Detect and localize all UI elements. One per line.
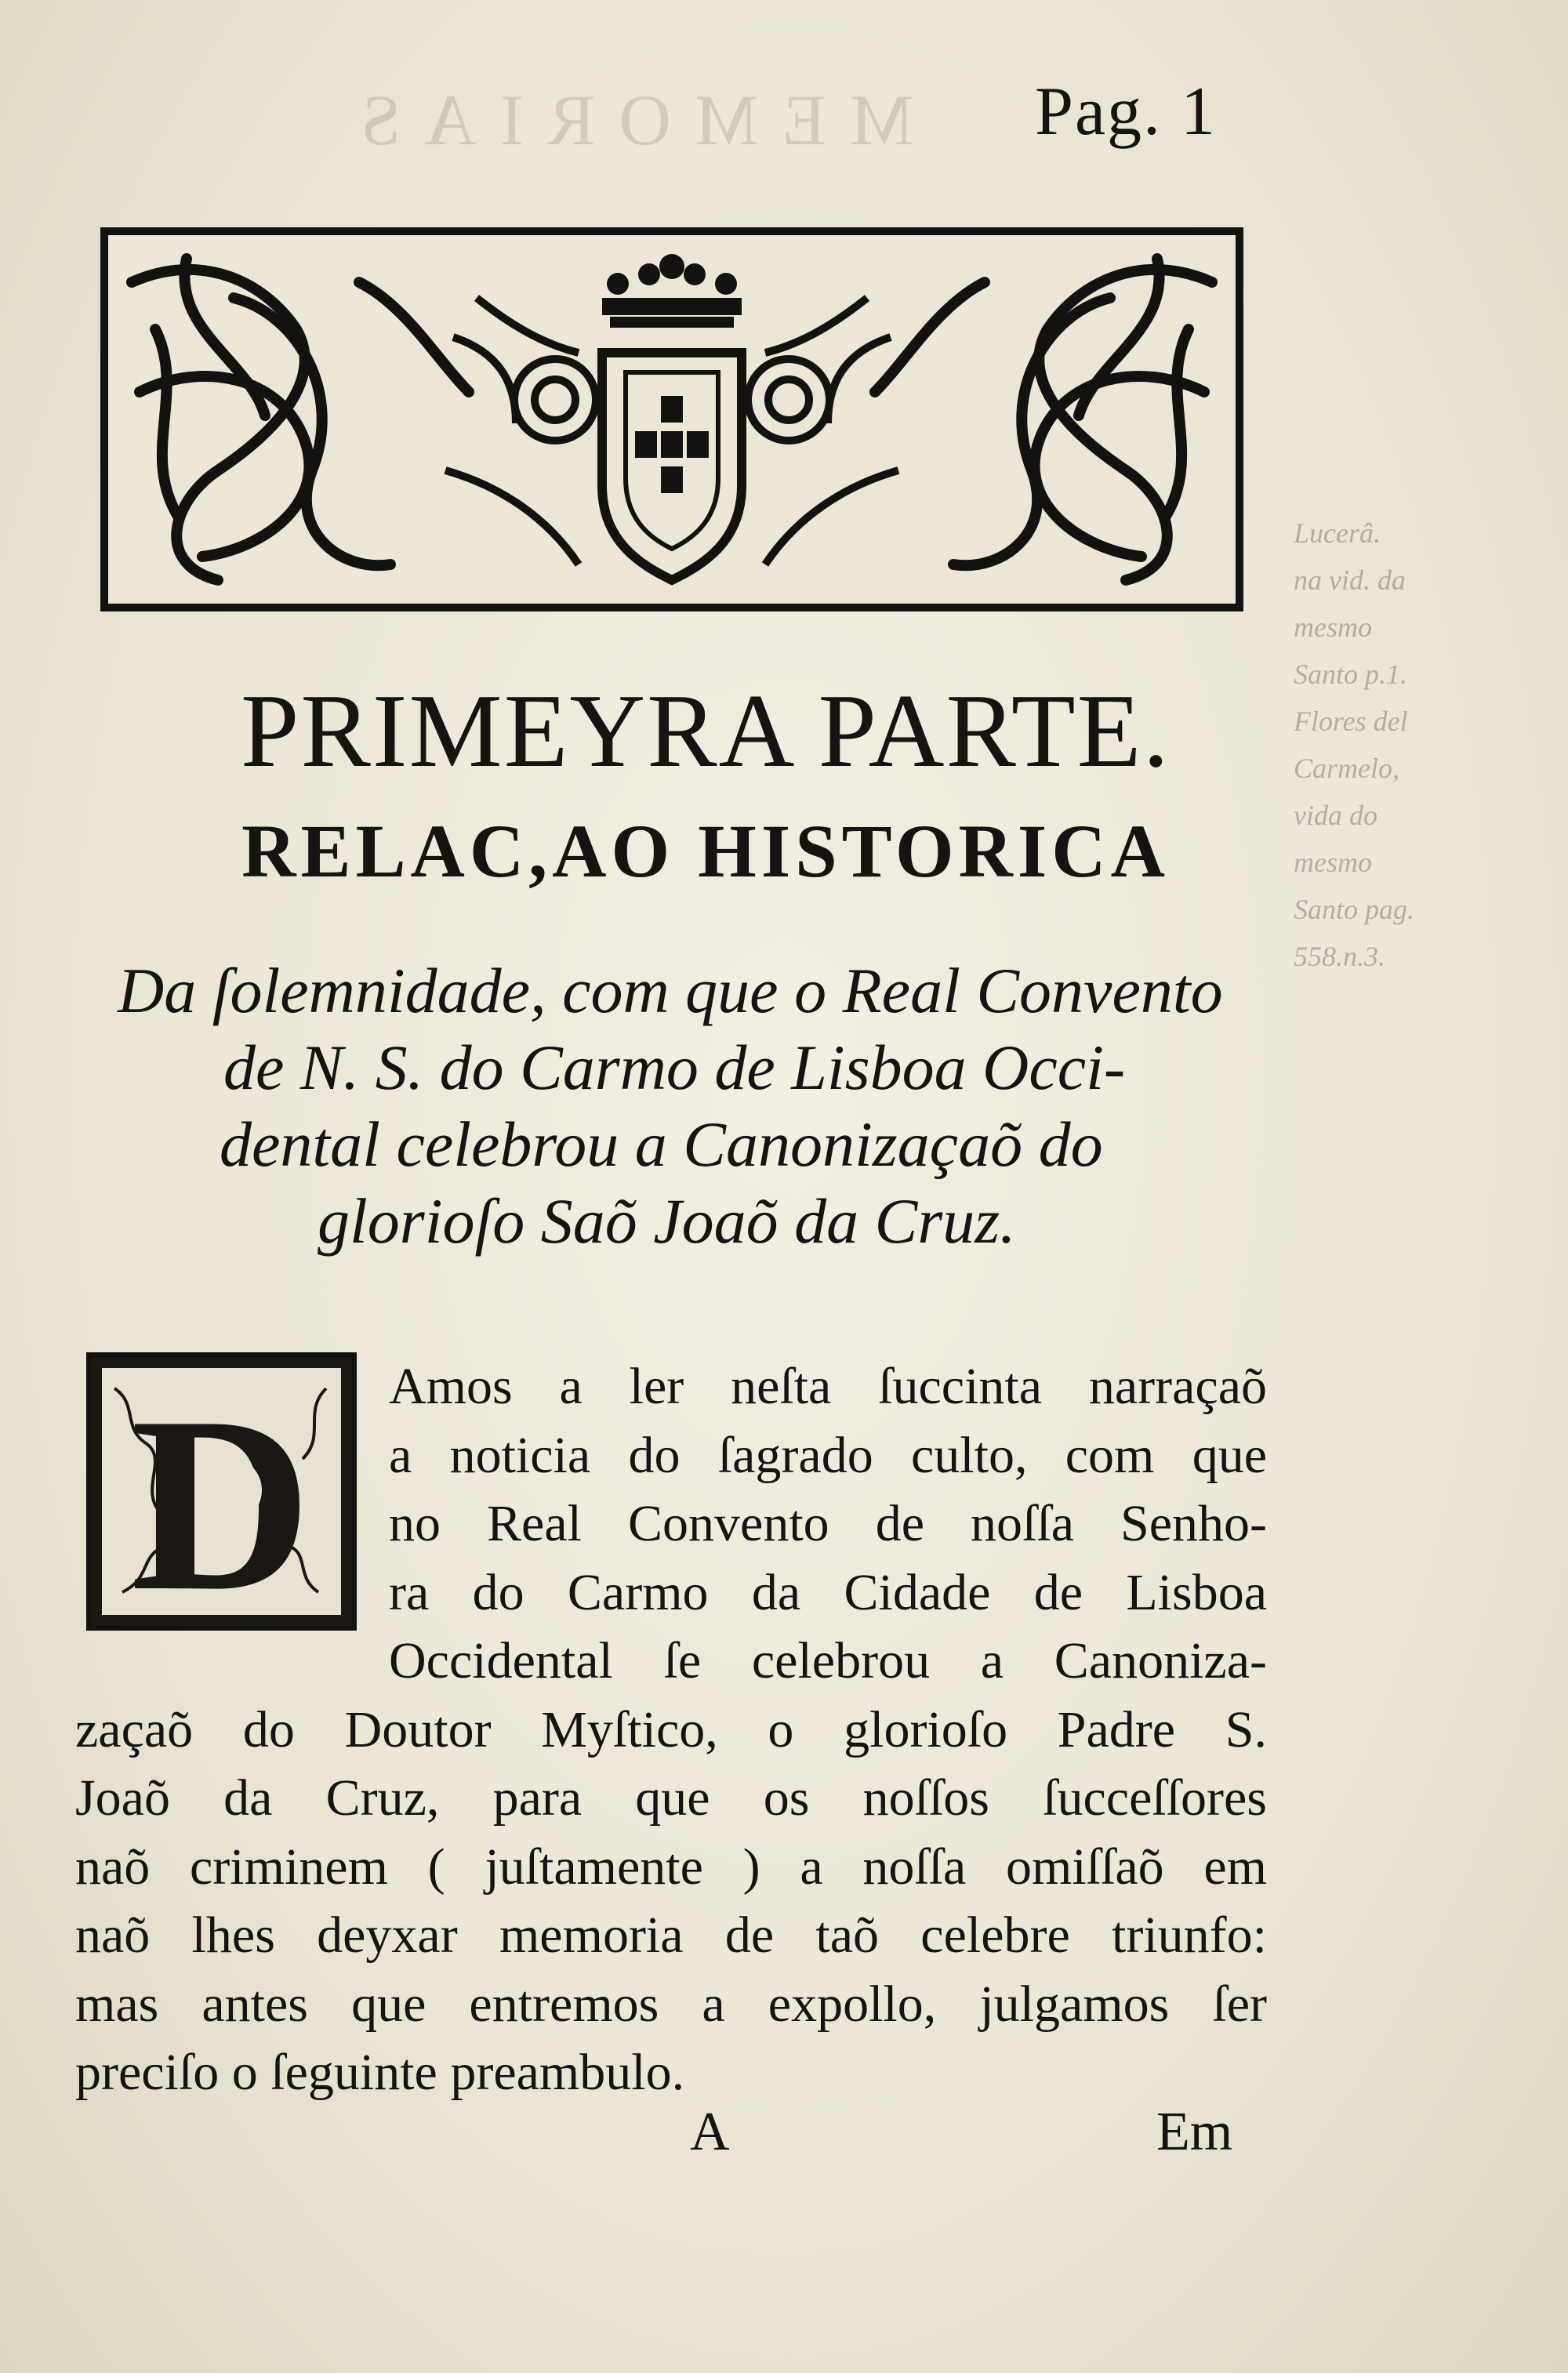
- body-line: ra do Carmo da Cidade de Lisboa: [389, 1563, 1267, 1621]
- intro-line: dental celebrou a Canonizaçaõ do: [220, 1108, 1103, 1180]
- intro-line: de N. S. do Carmo de Lisboa Occi-: [223, 1032, 1126, 1103]
- part-title: PRIMEYRA PARTE.: [240, 673, 1171, 789]
- body-paragraph: [75, 1352, 1267, 2107]
- intro-line: Da ſolemnidade, com que o Real Convento: [118, 955, 1223, 1026]
- body-line: Occidental ſe celebrou a Canoniza-: [389, 1632, 1267, 1689]
- body-line: naõ lhes deyxar memoria de taõ celebre triunfo:: [75, 1907, 1267, 1964]
- coat-of-arms-woodcut-icon: [108, 235, 1236, 604]
- headpiece-ornament: [100, 227, 1243, 611]
- body-line: Joaõ da Cruz, para que os noſſos ſucceſſores: [75, 1769, 1267, 1827]
- intro-line: glorioſo Saõ Joaõ da Cruz.: [318, 1185, 1016, 1257]
- signature-mark: A: [690, 2102, 730, 2162]
- body-line: mas antes que entremos a expollo, julgamos ſer: [75, 1975, 1267, 2033]
- section-subtitle: RELAC,AO HISTORICA: [241, 809, 1170, 893]
- body-line: Amos a ler neſta ſuccinta narraçaõ: [389, 1358, 1267, 1415]
- body-line: a noticia do ſagrado culto, com que: [389, 1426, 1267, 1484]
- page-number: Pag. 1: [1035, 74, 1217, 150]
- drop-cap-letter: D: [130, 1366, 312, 1626]
- catchword: Em: [1156, 2102, 1233, 2162]
- body-line: no Real Convento de noſſa Senho-: [389, 1495, 1267, 1552]
- body-line: zaçaõ do Doutor Myſtico, o glorioſo Padre S.: [75, 1700, 1267, 1758]
- intro-paragraph: [118, 952, 1278, 1260]
- bleed-through-heading: MEMORIAS: [337, 80, 914, 160]
- margin-note: Lucerâ. na vid. da mesmo Santo p.1. Flores del Carmelo, vida do mesmo Santo pag. 558.n.3.: [1294, 517, 1415, 972]
- body-line: preciſo o ſeguinte preambulo.: [75, 2044, 685, 2101]
- body-line: naõ criminem ( juſtamente ) a noſſa omiſſaõ em: [75, 1838, 1267, 1896]
